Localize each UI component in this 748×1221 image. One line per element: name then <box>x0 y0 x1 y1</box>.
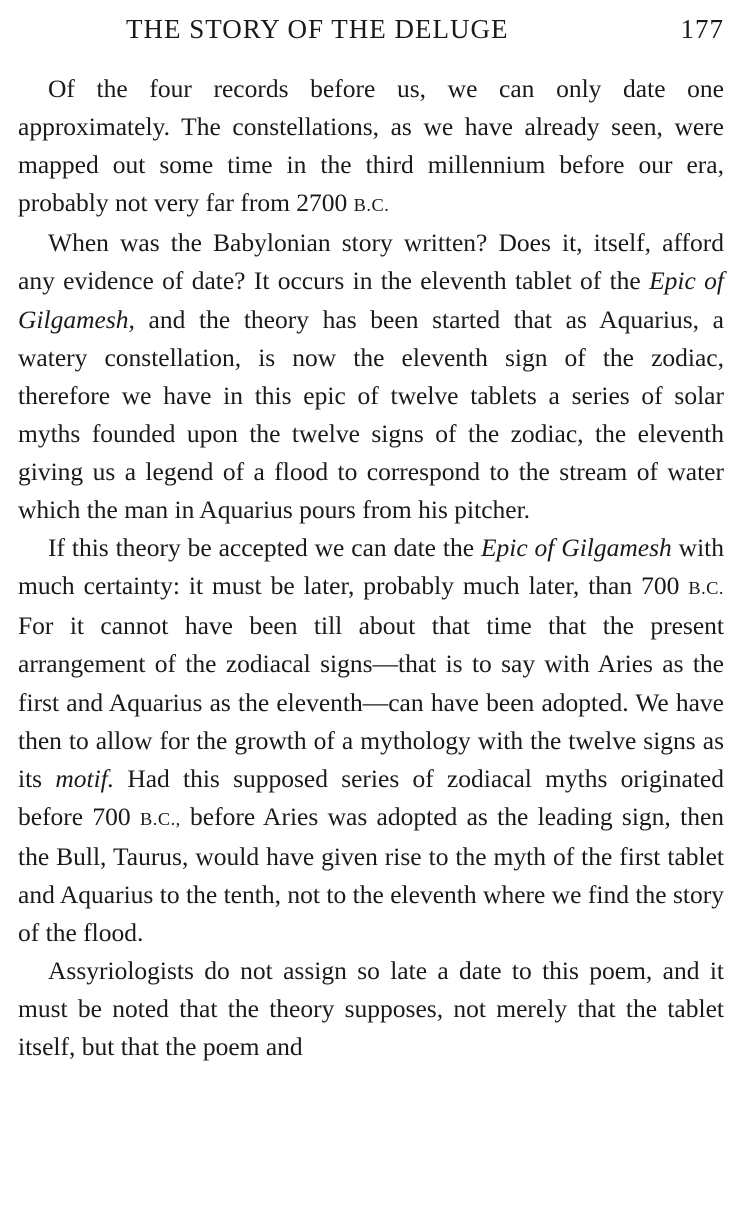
text-run: If this theory be accepted we can date the <box>48 533 481 563</box>
text-run: Of the four records before us, we can only date one approximately. The constellations, as we have already seen, were mapped out some time in the third millennium before our era, probably not very far from 2700 <box>18 74 724 218</box>
page-number: 177 <box>680 14 724 44</box>
small-caps-text: B.C., <box>139 808 181 829</box>
italic-text: motif. <box>55 763 115 793</box>
text-run: before Aries was adopted as the leading sign, then the Bull, Taurus, would have given rise to the myth of the first tablet and Aquarius to the tenth, not to the eleventh where we find the story of the flood. <box>18 801 725 948</box>
paragraph <box>18 70 724 224</box>
running-title: THE STORY OF THE DELUGE <box>126 14 509 44</box>
text-run: and the theory has been started that as Aquarius, a watery constellation, is now the eleventh sign of the zodiac, therefore we have in this epic of twelve tablets a series of solar myths founded upon the twelve signs of the zodiac, the eleventh giving us a legend of a flood to correspond to the stream of water which the man in Aquarius pours from his pitcher. <box>18 304 724 525</box>
body-text <box>18 70 724 1066</box>
italic-text: Epic of Gilgamesh <box>480 533 672 563</box>
text-run: Assyriologists do not assign so late a date to this poem, and it must be noted that the theory supposes, not merely that the tablet itself, but that the poem and <box>18 956 724 1062</box>
text-run: with much certainty: it must be later, probably much later, than 700 <box>18 533 724 601</box>
paragraph <box>18 224 724 529</box>
small-caps-text: B.C. <box>353 195 390 216</box>
page-header <box>18 10 724 46</box>
paragraph <box>18 529 724 952</box>
text-run: When was the Babylonian story written? Does it, itself, afford any evidence of date? It occurs in the eleventh tablet of the <box>18 228 724 296</box>
italic-text: Epic of Gilgamesh, <box>18 266 724 334</box>
text-run: For it cannot have been till about that time that the present arrangement of the zodiacal signs—that is to say with Aries as the first and Aquarius as the eleventh—can have been adopted. We have then to allow for the growth of a mythology with the twelve signs as its <box>18 611 724 793</box>
paragraph <box>18 952 724 1066</box>
text-run: Had this supposed series of zodiacal myths originated before 700 <box>18 763 725 831</box>
small-caps-text: B.C. <box>688 578 724 599</box>
